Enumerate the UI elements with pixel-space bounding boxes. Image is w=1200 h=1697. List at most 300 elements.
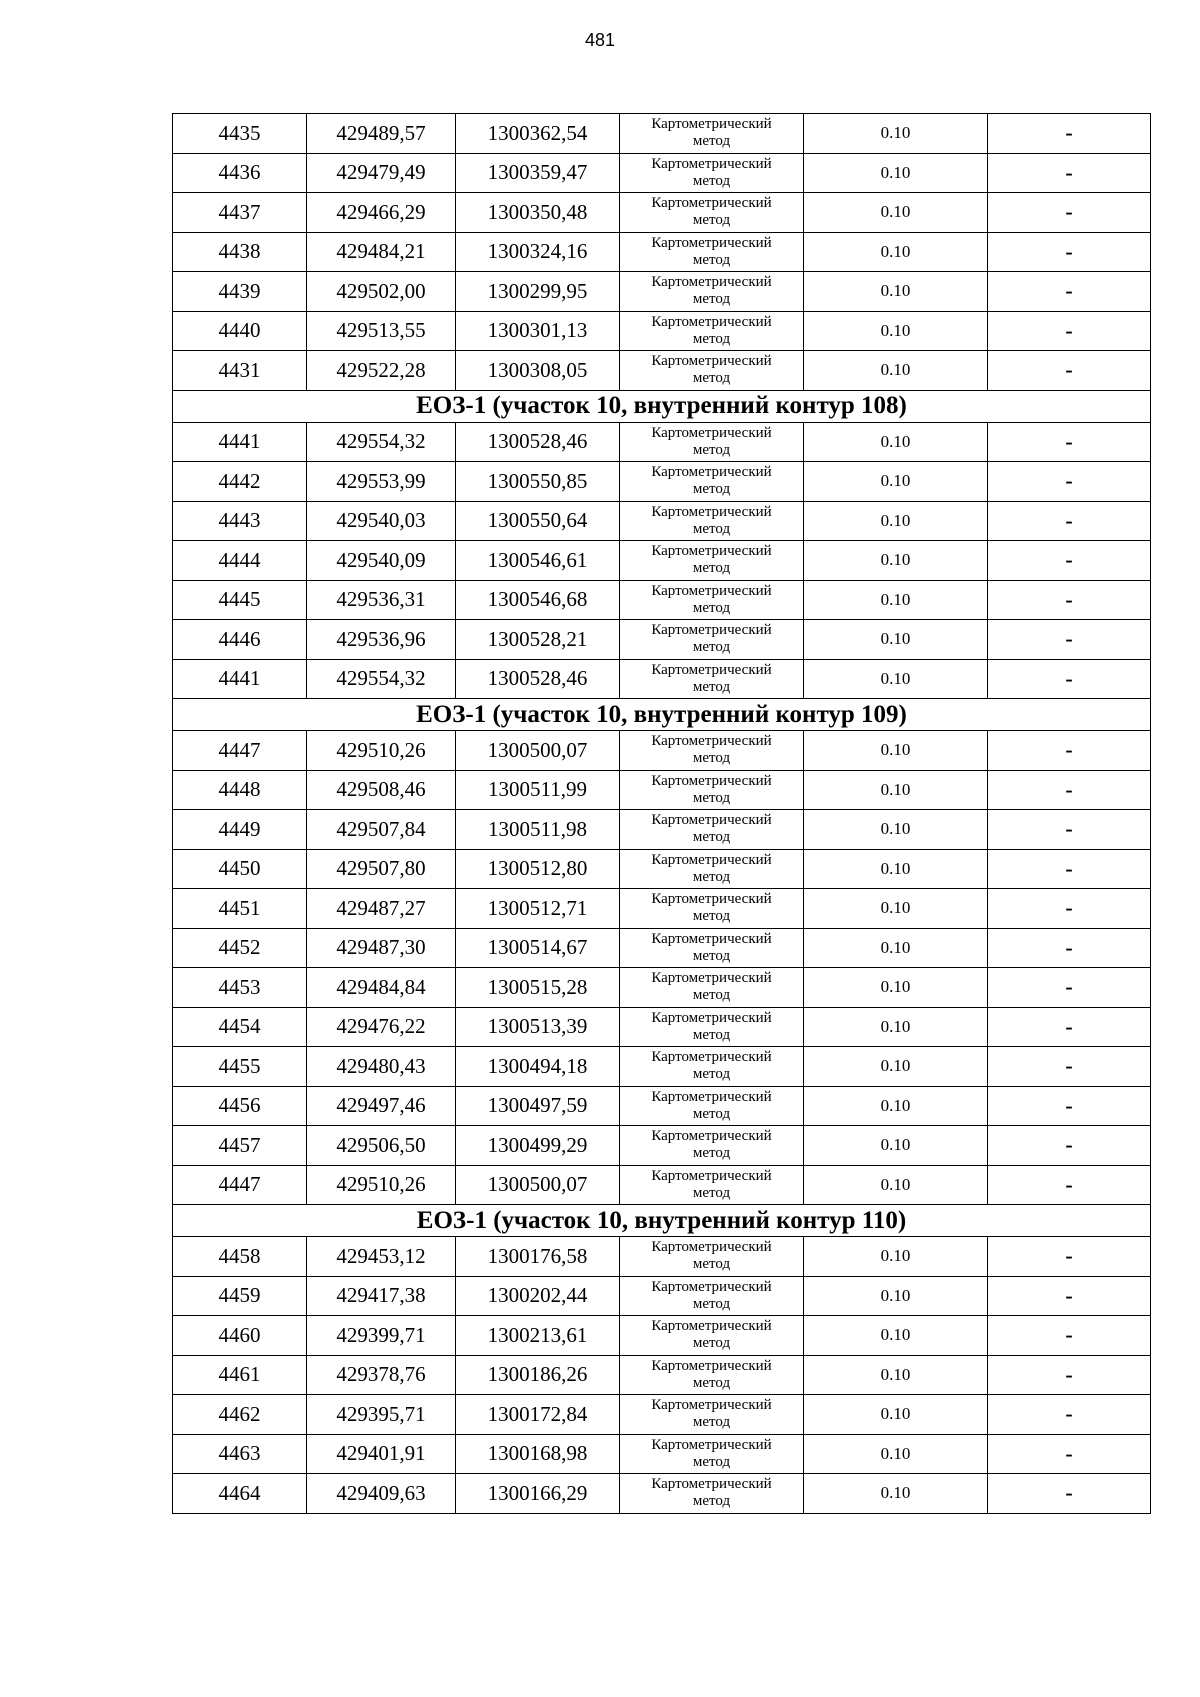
- accuracy-value: 0.10: [804, 351, 988, 391]
- method-line-2: метод: [692, 868, 731, 885]
- note-value: -: [988, 1165, 1151, 1205]
- note-value: -: [988, 1007, 1151, 1047]
- note-value: -: [988, 1276, 1151, 1316]
- point-number: 4459: [173, 1276, 307, 1316]
- accuracy-value: 0.10: [804, 311, 988, 351]
- coordinate-x: 429409,63: [307, 1474, 456, 1514]
- note-value: -: [988, 928, 1151, 968]
- coordinate-y: 1300513,39: [456, 1007, 620, 1047]
- table-row: [173, 153, 1151, 193]
- coordinate-x: 429417,38: [307, 1276, 456, 1316]
- method-cell: [620, 1086, 804, 1126]
- coordinate-x: 429466,29: [307, 193, 456, 233]
- table-row: [173, 114, 1151, 154]
- accuracy-value: 0.10: [804, 968, 988, 1008]
- method-line-2: метод: [692, 330, 731, 347]
- point-number: 4439: [173, 272, 307, 312]
- coordinate-y: 1300301,13: [456, 311, 620, 351]
- coordinate-y: 1300168,98: [456, 1434, 620, 1474]
- method-line-2: метод: [692, 1453, 731, 1470]
- note-value: -: [988, 232, 1151, 272]
- method-cell: [620, 311, 804, 351]
- table-row: [173, 928, 1151, 968]
- accuracy-value: 0.10: [804, 1355, 988, 1395]
- method-line-1: Картометрический: [651, 234, 772, 251]
- coordinate-x: 429484,84: [307, 968, 456, 1008]
- method-line-2: метод: [692, 1066, 731, 1083]
- accuracy-value: 0.10: [804, 1047, 988, 1087]
- method-line-1: Картометрический: [651, 313, 772, 330]
- method-line-1: Картометрический: [651, 930, 772, 947]
- coordinate-x: 429476,22: [307, 1007, 456, 1047]
- point-number: 4458: [173, 1237, 307, 1277]
- method-cell: [620, 810, 804, 850]
- note-value: -: [988, 114, 1151, 154]
- accuracy-value: 0.10: [804, 501, 988, 541]
- coordinate-y: 1300514,67: [456, 928, 620, 968]
- coordinate-x: 429401,91: [307, 1434, 456, 1474]
- accuracy-value: 0.10: [804, 462, 988, 502]
- coordinate-x: 429487,27: [307, 889, 456, 929]
- method-line-2: метод: [692, 133, 731, 150]
- method-cell: [620, 1165, 804, 1205]
- method-cell: [620, 928, 804, 968]
- note-value: -: [988, 580, 1151, 620]
- method-line-2: метод: [692, 1026, 731, 1043]
- coordinate-y: 1300512,80: [456, 849, 620, 889]
- method-cell: [620, 501, 804, 541]
- method-line-2: метод: [692, 1256, 731, 1273]
- method-line-2: метод: [692, 947, 731, 964]
- accuracy-value: 0.10: [804, 580, 988, 620]
- accuracy-value: 0.10: [804, 849, 988, 889]
- coordinate-y: 1300186,26: [456, 1355, 620, 1395]
- note-value: -: [988, 153, 1151, 193]
- table-row: [173, 1276, 1151, 1316]
- method-cell: [620, 731, 804, 771]
- method-line-2: метод: [692, 370, 731, 387]
- method-line-2: метод: [692, 1105, 731, 1122]
- note-value: -: [988, 462, 1151, 502]
- coordinate-x: 429399,71: [307, 1316, 456, 1356]
- table-row: [173, 1086, 1151, 1126]
- accuracy-value: 0.10: [804, 1316, 988, 1356]
- method-line-1: Картометрический: [651, 970, 772, 987]
- point-number: 4461: [173, 1355, 307, 1395]
- table-row: [173, 1474, 1151, 1514]
- coordinate-y: 1300511,99: [456, 770, 620, 810]
- note-value: -: [988, 770, 1151, 810]
- coordinate-y: 1300511,98: [456, 810, 620, 850]
- method-cell: [620, 1047, 804, 1087]
- method-line-1: Картометрический: [651, 503, 772, 520]
- note-value: -: [988, 1237, 1151, 1277]
- coordinate-x: 429540,09: [307, 541, 456, 581]
- method-line-1: Картометрический: [651, 772, 772, 789]
- accuracy-value: 0.10: [804, 1126, 988, 1166]
- coordinate-x: 429502,00: [307, 272, 456, 312]
- table-row: [173, 541, 1151, 581]
- coordinate-y: 1300299,95: [456, 272, 620, 312]
- point-number: 4455: [173, 1047, 307, 1087]
- method-line-2: метод: [692, 560, 731, 577]
- note-value: -: [988, 501, 1151, 541]
- method-cell: [620, 770, 804, 810]
- coordinate-y: 1300500,07: [456, 731, 620, 771]
- coordinate-x: 429480,43: [307, 1047, 456, 1087]
- method-line-2: метод: [692, 1414, 731, 1431]
- method-line-1: Картометрический: [651, 1278, 772, 1295]
- coordinate-y: 1300359,47: [456, 153, 620, 193]
- point-number: 4447: [173, 1165, 307, 1205]
- accuracy-value: 0.10: [804, 422, 988, 462]
- method-line-2: метод: [692, 1295, 731, 1312]
- coordinate-x: 429536,96: [307, 620, 456, 660]
- method-line-2: метод: [692, 441, 731, 458]
- page-number: 481: [584, 30, 616, 50]
- table-row: [173, 351, 1151, 391]
- point-number: 4446: [173, 620, 307, 660]
- coordinate-y: 1300172,84: [456, 1395, 620, 1435]
- coordinate-x: 429484,21: [307, 232, 456, 272]
- method-line-1: Картометрический: [651, 155, 772, 172]
- note-value: -: [988, 1047, 1151, 1087]
- coordinate-x: 429510,26: [307, 731, 456, 771]
- method-line-1: Картометрический: [651, 1128, 772, 1145]
- method-cell: [620, 889, 804, 929]
- coordinates-table: [172, 113, 1151, 1514]
- note-value: -: [988, 1086, 1151, 1126]
- coordinate-y: 1300528,46: [456, 659, 620, 699]
- method-cell: [620, 153, 804, 193]
- coordinate-y: 1300494,18: [456, 1047, 620, 1087]
- point-number: 4456: [173, 1086, 307, 1126]
- method-cell: [620, 422, 804, 462]
- point-number: 4447: [173, 731, 307, 771]
- table-row: [173, 193, 1151, 233]
- coordinate-x: 429554,32: [307, 422, 456, 462]
- method-line-2: метод: [692, 639, 731, 656]
- accuracy-value: 0.10: [804, 1395, 988, 1435]
- note-value: -: [988, 541, 1151, 581]
- method-line-1: Картометрический: [651, 812, 772, 829]
- coordinate-x: 429507,80: [307, 849, 456, 889]
- table-row: [173, 311, 1151, 351]
- table-row: [173, 501, 1151, 541]
- method-cell: [620, 1316, 804, 1356]
- table-row: [173, 422, 1151, 462]
- point-number: 4436: [173, 153, 307, 193]
- point-number: 4437: [173, 193, 307, 233]
- method-line-1: Картометрический: [651, 464, 772, 481]
- method-cell: [620, 659, 804, 699]
- method-line-1: Картометрический: [651, 891, 772, 908]
- method-cell: [620, 232, 804, 272]
- coordinate-y: 1300308,05: [456, 351, 620, 391]
- method-line-2: метод: [692, 1145, 731, 1162]
- table-row: [173, 889, 1151, 929]
- coordinate-x: 429506,50: [307, 1126, 456, 1166]
- accuracy-value: 0.10: [804, 541, 988, 581]
- accuracy-value: 0.10: [804, 1007, 988, 1047]
- method-line-1: Картометрический: [651, 1009, 772, 1026]
- coordinate-y: 1300500,07: [456, 1165, 620, 1205]
- method-line-1: Картометрический: [651, 582, 772, 599]
- note-value: -: [988, 193, 1151, 233]
- method-line-1: Картометрический: [651, 1476, 772, 1493]
- method-line-2: метод: [692, 829, 731, 846]
- method-line-1: Картометрический: [651, 543, 772, 560]
- point-number: 4438: [173, 232, 307, 272]
- accuracy-value: 0.10: [804, 153, 988, 193]
- method-line-2: метод: [692, 1493, 731, 1510]
- point-number: 4460: [173, 1316, 307, 1356]
- method-cell: [620, 114, 804, 154]
- coordinate-x: 429479,49: [307, 153, 456, 193]
- point-number: 4443: [173, 501, 307, 541]
- method-line-2: метод: [692, 481, 731, 498]
- coordinate-x: 429507,84: [307, 810, 456, 850]
- coordinate-x: 429395,71: [307, 1395, 456, 1435]
- accuracy-value: 0.10: [804, 1237, 988, 1277]
- accuracy-value: 0.10: [804, 810, 988, 850]
- method-cell: [620, 1395, 804, 1435]
- method-line-1: Картометрический: [651, 424, 772, 441]
- method-cell: [620, 272, 804, 312]
- coordinate-y: 1300213,61: [456, 1316, 620, 1356]
- table-row: [173, 968, 1151, 1008]
- method-line-2: метод: [692, 212, 731, 229]
- coordinate-y: 1300512,71: [456, 889, 620, 929]
- method-line-2: метод: [692, 987, 731, 1004]
- accuracy-value: 0.10: [804, 193, 988, 233]
- method-cell: [620, 1007, 804, 1047]
- note-value: -: [988, 731, 1151, 771]
- point-number: 4450: [173, 849, 307, 889]
- point-number: 4448: [173, 770, 307, 810]
- method-line-1: Картометрический: [651, 1357, 772, 1374]
- table-row: [173, 1126, 1151, 1166]
- accuracy-value: 0.10: [804, 731, 988, 771]
- note-value: -: [988, 311, 1151, 351]
- note-value: -: [988, 968, 1151, 1008]
- table-row: [173, 1165, 1151, 1205]
- coordinate-x: 429487,30: [307, 928, 456, 968]
- method-cell: [620, 580, 804, 620]
- point-number: 4452: [173, 928, 307, 968]
- coordinate-x: 429508,46: [307, 770, 456, 810]
- coordinate-x: 429522,28: [307, 351, 456, 391]
- point-number: 4441: [173, 659, 307, 699]
- method-cell: [620, 541, 804, 581]
- note-value: -: [988, 849, 1151, 889]
- table-row: [173, 659, 1151, 699]
- note-value: -: [988, 1395, 1151, 1435]
- method-line-1: Картометрический: [651, 353, 772, 370]
- method-line-2: метод: [692, 172, 731, 189]
- note-value: -: [988, 422, 1151, 462]
- point-number: 4442: [173, 462, 307, 502]
- table-row: [173, 232, 1151, 272]
- coordinate-y: 1300202,44: [456, 1276, 620, 1316]
- coordinate-y: 1300515,28: [456, 968, 620, 1008]
- coordinate-x: 429510,26: [307, 1165, 456, 1205]
- note-value: -: [988, 1316, 1151, 1356]
- coordinate-x: 429378,76: [307, 1355, 456, 1395]
- table-row: [173, 1007, 1151, 1047]
- method-cell: [620, 1434, 804, 1474]
- accuracy-value: 0.10: [804, 232, 988, 272]
- point-number: 4453: [173, 968, 307, 1008]
- coordinate-y: 1300550,64: [456, 501, 620, 541]
- table-row: [173, 580, 1151, 620]
- method-cell: [620, 193, 804, 233]
- method-line-2: метод: [692, 599, 731, 616]
- point-number: 4449: [173, 810, 307, 850]
- accuracy-value: 0.10: [804, 1474, 988, 1514]
- method-line-2: метод: [692, 908, 731, 925]
- method-line-1: Картометрический: [651, 116, 772, 133]
- section-heading: ЕОЗ-1 (участок 10, внутренний контур 109): [173, 699, 1151, 731]
- accuracy-value: 0.10: [804, 620, 988, 660]
- table-row: [173, 272, 1151, 312]
- method-line-1: Картометрический: [651, 1239, 772, 1256]
- method-line-2: метод: [692, 789, 731, 806]
- method-line-2: метод: [692, 251, 731, 268]
- coordinate-x: 429453,12: [307, 1237, 456, 1277]
- coordinate-x: 429497,46: [307, 1086, 456, 1126]
- coordinate-x: 429536,31: [307, 580, 456, 620]
- point-number: 4464: [173, 1474, 307, 1514]
- coordinate-y: 1300362,54: [456, 114, 620, 154]
- accuracy-value: 0.10: [804, 928, 988, 968]
- coordinate-y: 1300546,68: [456, 580, 620, 620]
- method-cell: [620, 1126, 804, 1166]
- coordinate-x: 429554,32: [307, 659, 456, 699]
- accuracy-value: 0.10: [804, 770, 988, 810]
- point-number: 4457: [173, 1126, 307, 1166]
- table-row: [173, 1434, 1151, 1474]
- accuracy-value: 0.10: [804, 272, 988, 312]
- method-line-1: Картометрический: [651, 1318, 772, 1335]
- table-row: [173, 849, 1151, 889]
- section-heading-row: [173, 390, 1151, 422]
- method-line-1: Картометрический: [651, 1088, 772, 1105]
- method-line-1: Картометрический: [651, 1049, 772, 1066]
- accuracy-value: 0.10: [804, 114, 988, 154]
- method-line-1: Картометрический: [651, 195, 772, 212]
- accuracy-value: 0.10: [804, 659, 988, 699]
- table-row: [173, 731, 1151, 771]
- accuracy-value: 0.10: [804, 889, 988, 929]
- method-line-1: Картометрический: [651, 1436, 772, 1453]
- note-value: -: [988, 1355, 1151, 1395]
- method-line-2: метод: [692, 1184, 731, 1201]
- section-heading-row: [173, 1205, 1151, 1237]
- method-cell: [620, 1474, 804, 1514]
- method-cell: [620, 620, 804, 660]
- coordinate-y: 1300350,48: [456, 193, 620, 233]
- coordinate-x: 429540,03: [307, 501, 456, 541]
- note-value: -: [988, 1434, 1151, 1474]
- method-line-1: Картометрический: [651, 1167, 772, 1184]
- point-number: 4440: [173, 311, 307, 351]
- accuracy-value: 0.10: [804, 1276, 988, 1316]
- accuracy-value: 0.10: [804, 1165, 988, 1205]
- point-number: 4444: [173, 541, 307, 581]
- point-number: 4454: [173, 1007, 307, 1047]
- method-cell: [620, 1237, 804, 1277]
- method-line-2: метод: [692, 520, 731, 537]
- coordinates-table-body: [173, 114, 1151, 1514]
- point-number: 4463: [173, 1434, 307, 1474]
- method-cell: [620, 462, 804, 502]
- table-row: [173, 620, 1151, 660]
- coordinate-y: 1300324,16: [456, 232, 620, 272]
- point-number: 4445: [173, 580, 307, 620]
- coordinate-x: 429489,57: [307, 114, 456, 154]
- method-line-1: Картометрический: [651, 733, 772, 750]
- section-heading: ЕОЗ-1 (участок 10, внутренний контур 108): [173, 390, 1151, 422]
- coordinate-y: 1300528,21: [456, 620, 620, 660]
- table-row: [173, 1047, 1151, 1087]
- coordinate-y: 1300497,59: [456, 1086, 620, 1126]
- method-line-1: Картометрический: [651, 1397, 772, 1414]
- table-row: [173, 1355, 1151, 1395]
- note-value: -: [988, 810, 1151, 850]
- table-row: [173, 1395, 1151, 1435]
- coordinate-x: 429513,55: [307, 311, 456, 351]
- point-number: 4431: [173, 351, 307, 391]
- table-row: [173, 1237, 1151, 1277]
- method-cell: [620, 1355, 804, 1395]
- method-line-2: метод: [692, 678, 731, 695]
- note-value: -: [988, 620, 1151, 660]
- method-cell: [620, 849, 804, 889]
- method-line-1: Картометрический: [651, 661, 772, 678]
- method-line-2: метод: [692, 291, 731, 308]
- table-row: [173, 770, 1151, 810]
- note-value: -: [988, 272, 1151, 312]
- point-number: 4441: [173, 422, 307, 462]
- accuracy-value: 0.10: [804, 1434, 988, 1474]
- section-heading-row: [173, 699, 1151, 731]
- coordinate-y: 1300550,85: [456, 462, 620, 502]
- section-heading: ЕОЗ-1 (участок 10, внутренний контур 110): [173, 1205, 1151, 1237]
- note-value: -: [988, 889, 1151, 929]
- method-cell: [620, 351, 804, 391]
- method-line-1: Картометрический: [651, 274, 772, 291]
- method-cell: [620, 1276, 804, 1316]
- method-line-1: Картометрический: [651, 851, 772, 868]
- coordinate-x: 429553,99: [307, 462, 456, 502]
- point-number: 4462: [173, 1395, 307, 1435]
- method-line-1: Картометрический: [651, 622, 772, 639]
- point-number: 4451: [173, 889, 307, 929]
- note-value: -: [988, 659, 1151, 699]
- coordinate-y: 1300176,58: [456, 1237, 620, 1277]
- coordinate-y: 1300546,61: [456, 541, 620, 581]
- table-row: [173, 462, 1151, 502]
- note-value: -: [988, 351, 1151, 391]
- coordinate-y: 1300499,29: [456, 1126, 620, 1166]
- note-value: -: [988, 1126, 1151, 1166]
- table-row: [173, 810, 1151, 850]
- table-row: [173, 1316, 1151, 1356]
- point-number: 4435: [173, 114, 307, 154]
- coordinate-y: 1300528,46: [456, 422, 620, 462]
- note-value: -: [988, 1474, 1151, 1514]
